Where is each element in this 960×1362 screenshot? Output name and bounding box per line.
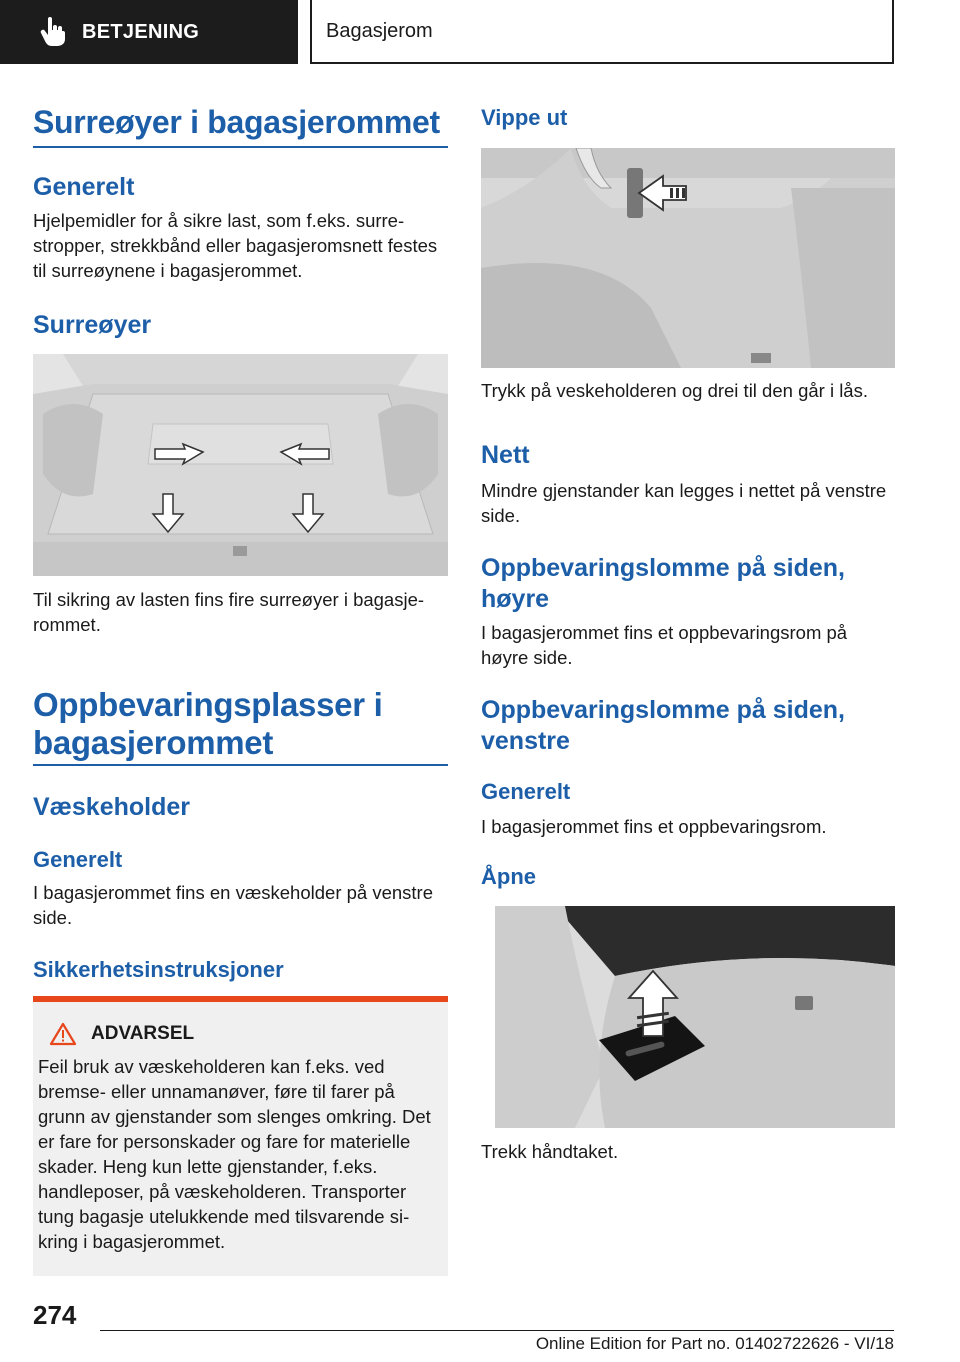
chapter-title: BETJENING [82,20,200,43]
heading-vaeskeholder: Væskeholder [33,793,191,821]
paragraph-lomme-hoyre: I bagasjerommet fins et oppbevaringsrom på høyre side. [481,622,848,668]
paragraph-generelt-2: I bagasjerommet fins en væskeholder på venstre side. [33,882,434,928]
heading-generelt-2: Generelt [33,847,123,872]
trunk-lashing-eyes-image [33,354,448,576]
heading-surreoyer-bagasjerommet: Surreøyer i bagasjerommet [33,104,440,140]
heading-lomme-hoyre: Oppbevaringslomme på siden, høyre [481,554,845,613]
compartment-illustration [495,906,895,1128]
warning-heading [49,1022,194,1046]
paragraph-apne: Trekk håndtaket. [481,1141,619,1162]
heading-generelt-3: Generelt [481,779,571,804]
paragraph-nett: Mindre gjenstander kan legges i nettet på venstre side. [481,480,887,526]
heading-rule [33,146,448,148]
paragraph-generelt-3: I bagasjerommet fins et oppbevaringsrom. [481,816,827,837]
page-number: 274 [33,1300,77,1330]
paragraph-surreoyer: Til sikring av lasten fins fire surreøyer i bagasjerommet. [33,589,425,635]
footer-rule [100,1330,894,1331]
pointing-hand-icon [40,17,66,47]
section-title: Bagasjerom [310,0,894,64]
paragraph-vippe-ut: Trykk på veskeholderen og drei til den går i lås. [481,380,868,401]
page-header [0,0,960,66]
paragraph-generelt: Hjelpemidler for å sikre last, som f.eks. surrestropper, strekkbånd eller bagasjeromsnett festes til surreøynene i bagasjerommet. [33,210,438,281]
holder-illustration [481,148,895,368]
warning-text: Feil bruk av væskeholderen kan f.eks. ved bremse- eller unnamanøver, føre til farer på grunn av gjenstander som slenges omkring. Det er fare for personskader og fare for materielle skader. Heng kun lette gjenstander, f.eks. handleposer, på væskeholderen. Transporter tung bagasje utelukkende med tilsvarende sikring i bagasjerommet. [38,1056,431,1252]
heading-vippe-ut: Vippe ut [481,105,568,130]
chapter-tab[interactable] [0,0,298,64]
trunk-illustration [33,354,448,576]
warning-box [33,1002,448,1276]
warning-title: ADVARSEL [91,1023,195,1044]
heading-nett: Nett [481,441,530,469]
heading-sikkerhetsinstruksjoner: Sikkerhetsinstruksjoner [33,957,284,982]
heading-oppbevaringsplasser: Oppbevaringsplasser i bagasjerommet [33,686,383,761]
heading-apne: Åpne [481,864,536,889]
trunk-holder-image [481,148,895,368]
heading-surreoyer: Surreøyer [33,311,152,339]
heading-generelt: Generelt [33,173,135,201]
heading-rule-2 [33,764,448,766]
footer-edition: Online Edition for Part no. 01402722626 - VI/18 [535,1334,894,1353]
side-compartment-image [495,906,895,1128]
warning-triangle-icon [49,1022,77,1046]
heading-lomme-venstre: Oppbevaringslomme på siden, venstre [481,696,845,755]
